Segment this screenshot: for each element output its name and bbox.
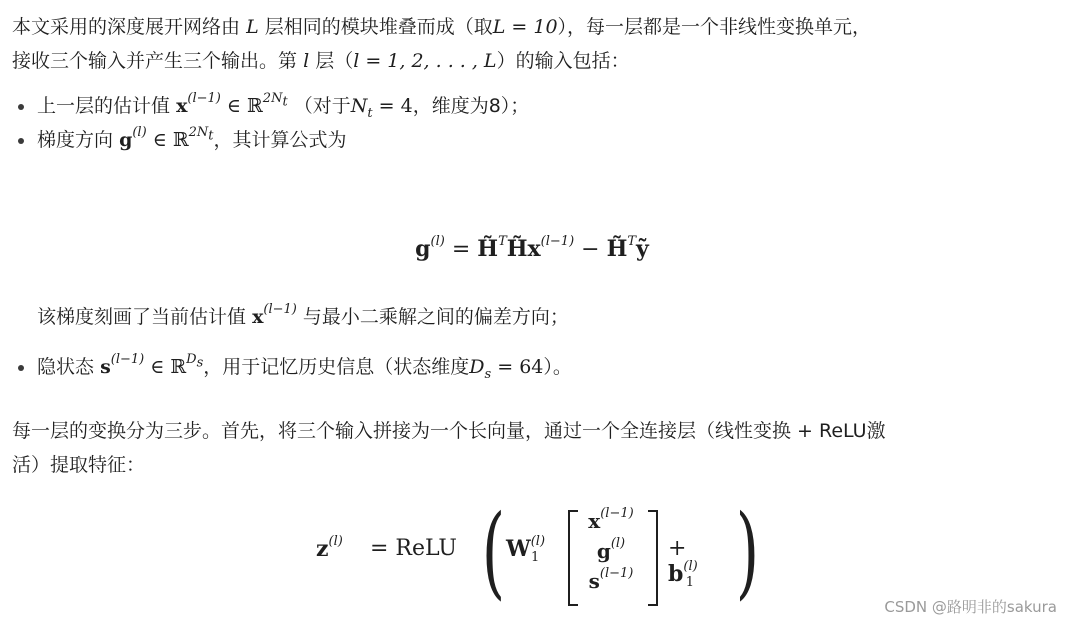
eq-lhs: g bbox=[415, 236, 431, 262]
eq-sub: 1 bbox=[531, 550, 540, 566]
item-text: 上一层的估计值 bbox=[37, 95, 171, 117]
superscript: (l−1) bbox=[110, 351, 145, 367]
input-vector bbox=[574, 506, 648, 596]
intro-text-2: 层相同的模块堆叠而成（取 bbox=[264, 16, 493, 38]
gradient-equation bbox=[12, 232, 1052, 267]
dim-sub: t bbox=[208, 128, 214, 144]
transform-text-2: 活）提取特征： bbox=[12, 454, 146, 476]
dim-sup: 2N bbox=[188, 124, 209, 140]
intro-text-1: 本文采用的深度展开网络由 bbox=[12, 16, 241, 38]
eq-sup: (l) bbox=[530, 533, 546, 549]
cond-value: = 4 bbox=[372, 95, 413, 117]
var-N: N bbox=[350, 95, 368, 117]
set-membership: ∈ ℝ bbox=[144, 356, 187, 378]
vec-g: g bbox=[596, 539, 611, 563]
set-membership: ∈ ℝ bbox=[220, 95, 263, 117]
intro-text-5: 层（ bbox=[315, 50, 354, 72]
layer-count-eq: L = 10 bbox=[492, 16, 558, 38]
subscript: t bbox=[367, 105, 373, 121]
dim-sup: 2N bbox=[262, 90, 283, 106]
eq-sign: = bbox=[444, 237, 478, 262]
superscript: (l−1) bbox=[187, 90, 221, 106]
eq-sup: (l) bbox=[610, 536, 626, 552]
symbol-x: x bbox=[176, 95, 188, 117]
vec-x: x bbox=[588, 509, 601, 533]
symbol-s: s bbox=[100, 356, 111, 378]
item-text: （对于 bbox=[293, 95, 351, 117]
eq-sup: (l) bbox=[683, 558, 698, 574]
item-text: 梯度方向 bbox=[37, 129, 114, 151]
relu-equation bbox=[316, 493, 760, 615]
eq-sup: T bbox=[627, 233, 637, 249]
eq-y: ỹ bbox=[636, 236, 649, 262]
transform-text-1: 每一层的变换分为三步。首先，将三个输入拼接为一个长向量，通过一个全连接层（线性变换 + ReLU激 bbox=[12, 420, 886, 442]
intro-paragraph bbox=[12, 10, 1052, 78]
eq-H: H̃ bbox=[477, 236, 499, 262]
var-L: L bbox=[246, 16, 259, 38]
eq-sup: (l−1) bbox=[600, 506, 634, 522]
vector-right-bracket bbox=[648, 510, 658, 606]
bullet-dot bbox=[18, 104, 24, 110]
weight-W: W bbox=[506, 536, 531, 562]
bullet-dot bbox=[18, 365, 24, 371]
left-paren: ( bbox=[481, 493, 506, 610]
eq-H: H̃ bbox=[506, 236, 528, 262]
intro-text-6: ）的输入包括： bbox=[496, 50, 630, 72]
input-list bbox=[12, 89, 1052, 157]
item-text: ，维度为8）； bbox=[412, 95, 530, 117]
eq-plus: + bbox=[668, 536, 687, 561]
eq-sup: (l) bbox=[328, 533, 343, 549]
eq-sup: T bbox=[498, 233, 507, 249]
symbol-g: g bbox=[119, 129, 133, 151]
relu-label: = ReLU bbox=[370, 536, 457, 561]
eq-x: x bbox=[527, 236, 541, 262]
gradient-note bbox=[37, 300, 569, 334]
eq-sup: (l) bbox=[430, 233, 445, 249]
item-text: ）。 bbox=[543, 356, 572, 378]
eq-sup: (l−1) bbox=[599, 566, 634, 582]
dim-sub: s bbox=[196, 355, 204, 371]
dim-sub: t bbox=[282, 94, 288, 110]
superscript: (l−1) bbox=[263, 301, 297, 317]
superscript: (l) bbox=[132, 124, 147, 140]
list-item-hidden-state bbox=[12, 350, 1052, 384]
eq-lhs: z bbox=[316, 536, 329, 562]
var-l: l bbox=[303, 50, 310, 72]
bias-b: b bbox=[668, 561, 684, 587]
vec-s: s bbox=[588, 569, 600, 593]
eq-H: H̃ bbox=[606, 236, 628, 262]
dim-sup: D bbox=[186, 351, 197, 367]
transform-paragraph bbox=[12, 414, 1052, 482]
note-text: 与最小二乘解之间的偏差方向； bbox=[302, 306, 569, 328]
symbol-x: x bbox=[252, 306, 264, 328]
dim-value: = 64 bbox=[491, 356, 544, 378]
note-text: 该梯度刻画了当前估计值 bbox=[37, 306, 247, 328]
item-text: ，其计算公式为 bbox=[213, 129, 347, 151]
list-item-estimate bbox=[12, 89, 1052, 123]
intro-text-3: ），每一层都是一个非线性变换单元， bbox=[557, 16, 872, 38]
layer-range: l = 1, 2, . . . , L bbox=[353, 50, 497, 72]
var-D: D bbox=[469, 356, 485, 378]
subscript: s bbox=[484, 366, 492, 382]
list-item-gradient bbox=[12, 123, 1052, 157]
item-text: 隐状态 bbox=[37, 356, 95, 378]
eq-minus: − bbox=[574, 237, 607, 262]
document-body bbox=[12, 10, 1052, 476]
csdn-watermark: CSDN @路明非的sakura bbox=[884, 598, 1057, 616]
item-text: ，用于记忆历史信息（状态维度 bbox=[203, 356, 470, 378]
bullet-dot bbox=[18, 138, 24, 144]
set-membership: ∈ ℝ bbox=[146, 129, 189, 151]
right-paren: ) bbox=[735, 493, 760, 610]
intro-text-4: 接收三个输入并产生三个输出。第 bbox=[12, 50, 298, 72]
eq-sup: (l−1) bbox=[540, 233, 575, 249]
eq-sub: 1 bbox=[685, 575, 694, 591]
input-list-cont bbox=[12, 350, 1052, 384]
